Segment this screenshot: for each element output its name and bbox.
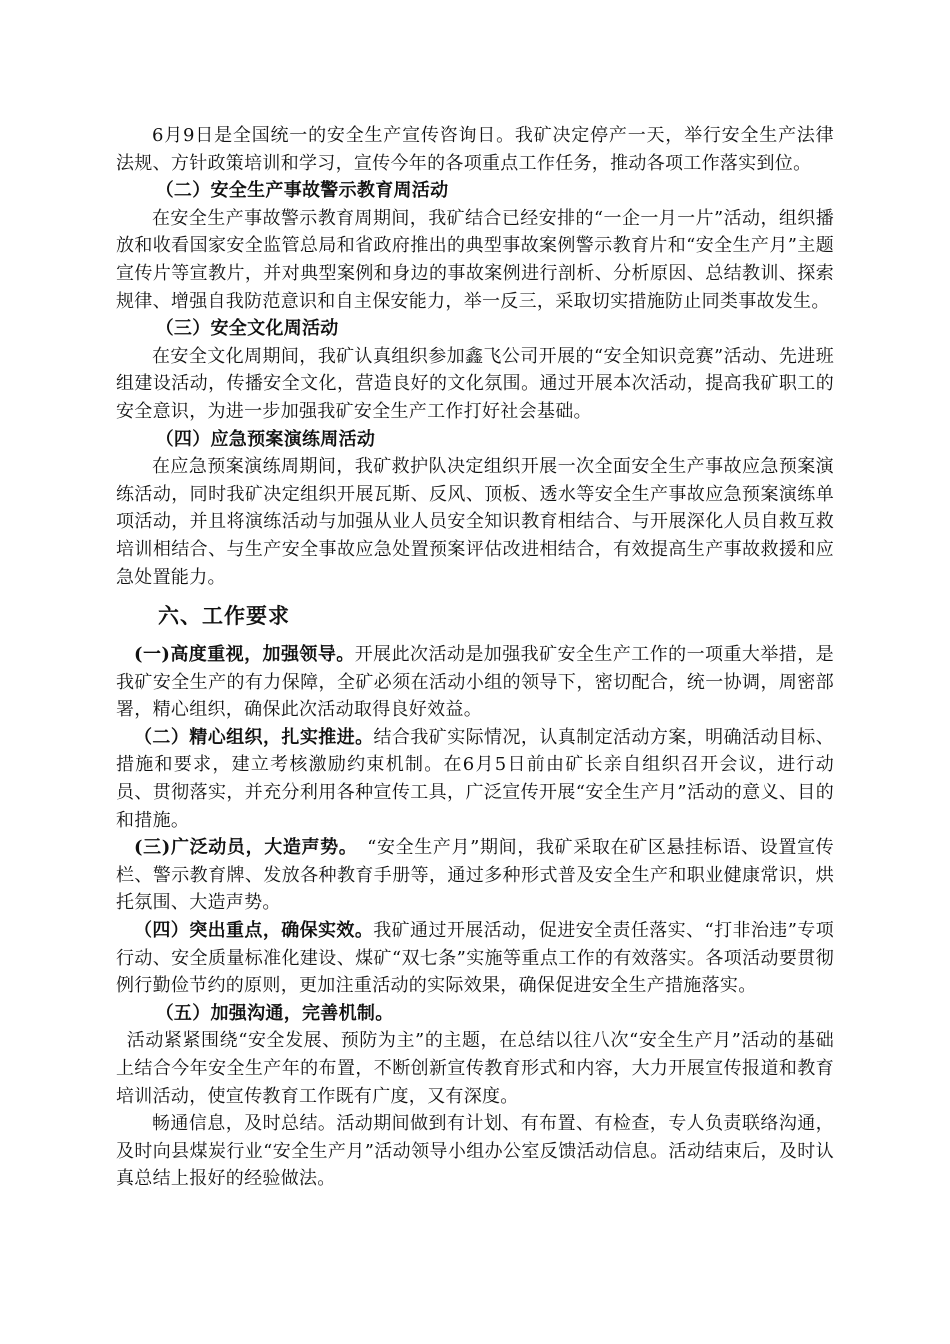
emergency-drill-paragraph: 在应急预案演练周期间，我矿救护队决定组织开展一次全面安全生产事故应急预案演练活动，同时我矿决定组织开展瓦斯、反风、顶板、透水等安全生产事故应急预案演练单项活动，并且将演练活动与加强从业人员安全知识教育相结合、与开展深化人员自救互救培训相结合、与生产安全事故应急处置预案评估改进相结合，有效提高生产事故救援和应急处置能力。: [116, 456, 834, 588]
requirement-4-body: 我矿通过开展活动，促进安全责任落实、“打非治违”专项行动、安全质量标准化建设、煤矿“双七条”实施等重点工作的有效落实。各项活动要贯彻例行勤俭节约的原则，更加注重活动的实际效果，确保促进安全生产措施落实。: [116, 920, 834, 997]
requirement-2-paragraph: [116, 724, 834, 834]
requirement-1-body: 开展此次活动是加强我矿安全生产工作的一项重大举措，是我矿安全生产的有力保障，全矿必须在活动小组的领导下，密切配合，统一协调，周密部署，精心组织，确保此次活动取得良好效益。: [116, 644, 834, 721]
document-page: [116, 122, 834, 1193]
requirement-4-lead: （四）突出重点，确保实效。: [134, 920, 374, 942]
requirement-4-paragraph: [116, 917, 834, 1000]
requirement-1-lead: (一)高度重视，加强领导。: [134, 644, 355, 666]
subheading-emergency-drill-week: （四）应急预案演练周活动: [155, 428, 376, 450]
subheading-warning-education-week: （二）安全生产事故警示教育周活动: [155, 180, 449, 202]
requirement-3-body: “安全生产月”期间，我矿采取在矿区悬挂标语、设置宣传栏、警示教育牌、发放各种教育手册等，通过多种形式普及安全生产和职业健康常识，烘托氛围、大造声势。: [116, 837, 834, 914]
section-heading-work-requirements: 六、工作要求: [158, 603, 290, 629]
safety-culture-paragraph: 在安全文化周期间，我矿认真组织参加鑫飞公司开展的“安全知识竞赛”活动、先进班组建设活动，传播安全文化，营造良好的文化氛围。通过开展本次活动，提高我矿职工的安全意识，为进一步加强我矿安全生产工作打好社会基础。: [116, 345, 834, 422]
subheading-safety-culture-week: （三）安全文化周活动: [155, 318, 339, 340]
requirement-2-lead: （二）精心组织，扎实推进。: [134, 726, 374, 748]
closing-paragraph: 畅通信息，及时总结。活动期间做到有计划、有布置、有检查，专人负责联络沟通，及时向县煤炭行业“安全生产月”活动领导小组办公室反馈活动信息。活动结束后，及时认真总结上报好的经验做法。: [116, 1113, 834, 1190]
requirement-1-paragraph: [116, 641, 834, 724]
requirement-3-lead: (三)广泛动员，大造声势。: [134, 837, 349, 859]
requirement-2-body: 结合我矿实际情况，认真制定活动方案，明确活动目标、措施和要求，建立考核激励约束机制。在6月5日前由矿长亲自组织召开会议，进行动员、贯彻落实，并充分利用各种宣传工具，广泛宣传开展“安全生产月”活动的意义、目的和措施。: [116, 726, 834, 831]
warning-education-paragraph: 在安全生产事故警示教育周期间，我矿结合已经安排的“一企一月一片”活动，组织播放和收看国家安全监管总局和省政府推出的典型事故案例警示教育片和“安全生产月”主题宣传片等宣教片，并对典型案例和身边的事故案例进行剖析、分析原因、总结教训、探索规律、增强自我防范意识和自主保安能力，举一反三，采取切实措施防止同类事故发生。: [116, 207, 834, 312]
requirement-5-paragraph: 活动紧紧围绕“安全发展、预防为主”的主题，在总结以往八次“安全生产月”活动的基础上结合今年安全生产年的布置，不断创新宣传教育形式和内容，大力开展宣传报道和教育培训活动，使宣传教育工作既有广度，又有深度。: [116, 1030, 834, 1107]
intro-paragraph: 6月9日是全国统一的安全生产宣传咨询日。我矿决定停产一天，举行安全生产法律法规、方针政策培训和学习，宣传今年的各项重点工作任务，推动各项工作落实到位。: [116, 125, 834, 174]
requirement-5-heading: （五）加强沟通，完善机制。: [155, 1002, 394, 1024]
requirement-3-paragraph: [116, 834, 834, 917]
